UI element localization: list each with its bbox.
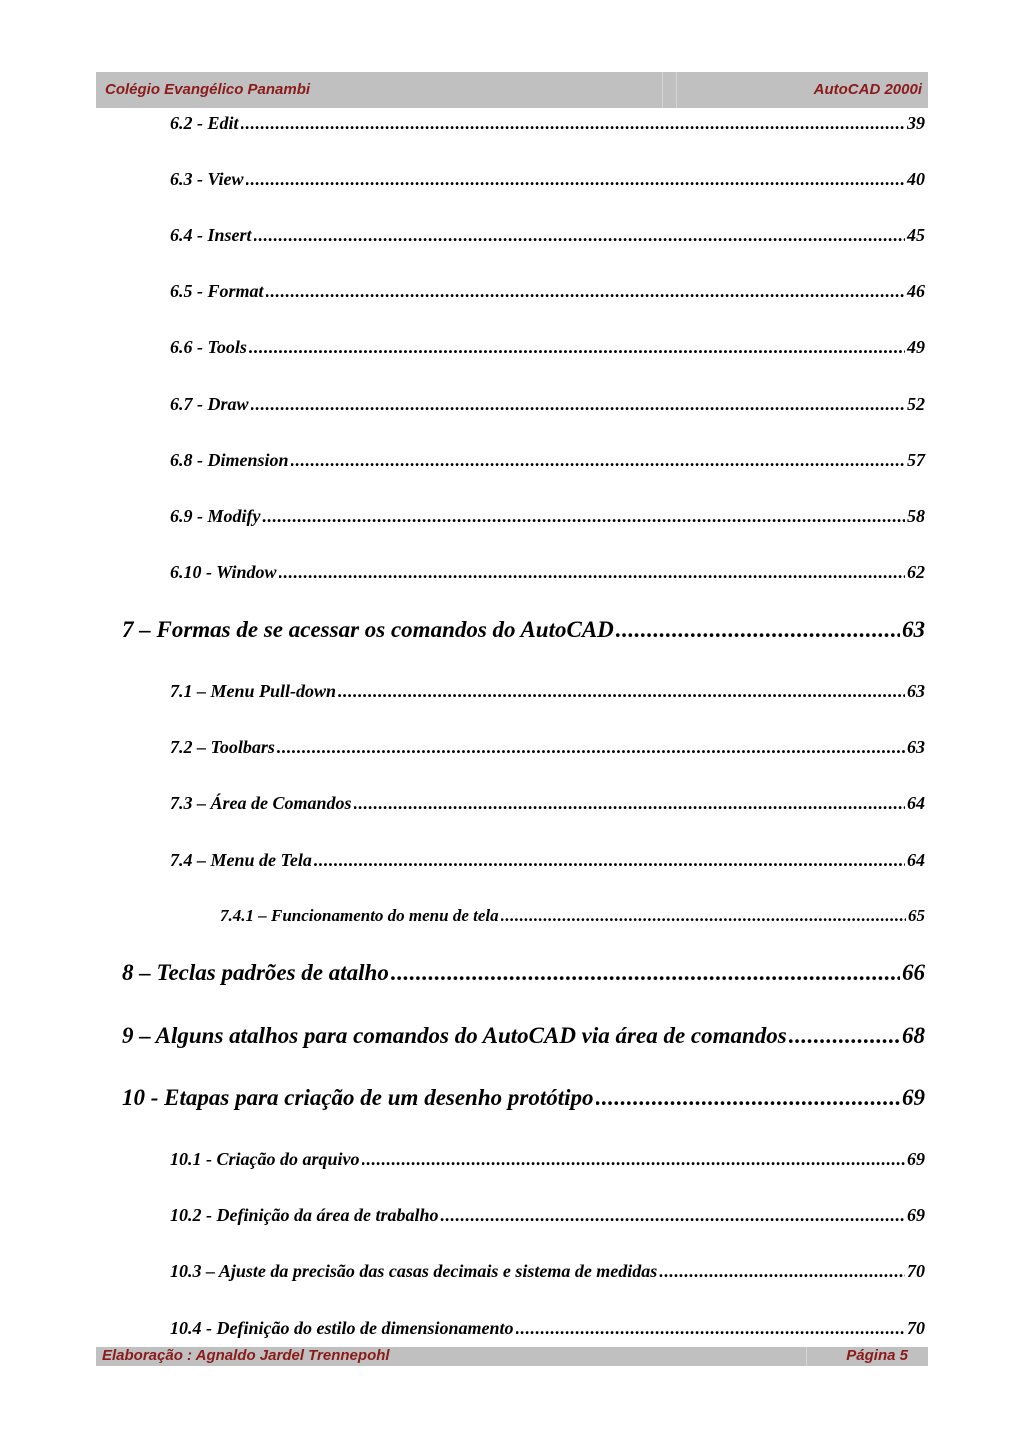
toc-dot-leader: [391, 960, 900, 986]
toc-dot-leader: [249, 337, 905, 358]
toc-entry-label: 7.2 – Toolbars: [170, 737, 275, 757]
toc-entry-label: 6.9 - Modify: [170, 506, 261, 526]
toc-dot-leader: [241, 113, 905, 134]
toc-entry-label: 7 – Formas de se acessar os comandos do AutoCAD: [122, 617, 614, 642]
toc-chapter-entry[interactable]: [122, 1085, 925, 1111]
toc-entry-label: 6.10 - Window: [170, 562, 277, 582]
toc-dot-leader: [362, 1149, 905, 1170]
toc-entry-page: 40: [907, 169, 925, 189]
toc-entry[interactable]: [170, 113, 925, 134]
toc-entry[interactable]: [170, 450, 925, 471]
toc-entry-page: 70: [907, 1261, 925, 1281]
toc-dot-leader: [789, 1023, 900, 1049]
toc-subsection-entry[interactable]: [220, 906, 925, 926]
toc-entry-label: 8 – Teclas padrões de atalho: [122, 960, 389, 985]
toc-entry-page: 69: [907, 1205, 925, 1225]
toc-entry-page: 58: [907, 506, 925, 526]
toc-dot-leader: [266, 281, 905, 302]
toc-entry-label: 6.6 - Tools: [170, 337, 247, 357]
toc-entry-label: 10.1 - Criação do arquivo: [170, 1149, 360, 1169]
toc-entry-page: 68: [902, 1023, 925, 1048]
toc-entry-label: 10.4 - Definição do estilo de dimensionamento: [170, 1318, 514, 1338]
toc-dot-leader: [596, 1085, 900, 1111]
toc-entry[interactable]: [170, 506, 925, 527]
toc-entry-page: 46: [907, 281, 925, 301]
toc-dot-leader: [516, 1318, 906, 1339]
toc-entry-page: 52: [907, 394, 925, 414]
toc-entry-page: 69: [902, 1085, 925, 1110]
toc-chapter-entry[interactable]: [122, 960, 925, 986]
toc-entry[interactable]: [170, 737, 925, 758]
footer-page-number: Página 5: [846, 1347, 908, 1364]
toc-entry-label: 6.5 - Format: [170, 281, 264, 301]
toc-dot-leader: [616, 617, 900, 643]
toc-entry[interactable]: [170, 1205, 925, 1226]
toc-entry[interactable]: [170, 562, 925, 583]
toc-entry[interactable]: [170, 394, 925, 415]
toc-entry-page: 39: [907, 113, 925, 133]
toc-entry-label: 7.3 – Área de Comandos: [170, 793, 352, 813]
toc-dot-leader: [440, 1205, 905, 1226]
toc-entry-page: 63: [907, 737, 925, 757]
toc-entry-page: 69: [907, 1149, 925, 1169]
footer-author: Elaboração : Agnaldo Jardel Trennepohl: [102, 1347, 390, 1364]
toc-entry[interactable]: [170, 681, 925, 702]
toc-entry-page: 70: [907, 1318, 925, 1338]
toc-dot-leader: [291, 450, 905, 471]
toc-entry[interactable]: [170, 225, 925, 246]
toc-entry-label: 10.3 – Ajuste da precisão das casas decimais e sistema de medidas: [170, 1261, 658, 1281]
toc-entry[interactable]: [170, 1261, 925, 1282]
toc-dot-leader: [354, 793, 905, 814]
toc-entry-label: 10.2 - Definição da área de trabalho: [170, 1205, 439, 1225]
toc-dot-leader: [254, 225, 905, 246]
toc-entry[interactable]: [170, 850, 925, 871]
toc-entry-page: 62: [907, 562, 925, 582]
toc-entry-page: 63: [902, 617, 925, 642]
toc-entry-page: 65: [908, 906, 925, 925]
toc-entry-label: 6.2 - Edit: [170, 113, 239, 133]
toc-chapter-entry[interactable]: [122, 1023, 925, 1049]
toc-entry[interactable]: [170, 793, 925, 814]
toc-entry-page: 64: [907, 793, 925, 813]
toc-entry-page: 64: [907, 850, 925, 870]
toc-dot-leader: [251, 394, 905, 415]
toc-entry[interactable]: [170, 281, 925, 302]
toc-chapter-entry[interactable]: [122, 617, 925, 643]
toc-entry-label: 7.1 – Menu Pull-down: [170, 681, 337, 701]
toc-entry-label: 6.7 - Draw: [170, 394, 249, 414]
toc-entry-page: 66: [902, 960, 925, 985]
toc-entry-label: 7.4.1 – Funcionamento do menu de tela: [220, 906, 499, 925]
toc-dot-leader: [314, 850, 905, 871]
footer-divider: [806, 1347, 807, 1366]
toc-entry[interactable]: [170, 1149, 925, 1170]
toc-dot-leader: [659, 1261, 905, 1282]
toc-dot-leader: [501, 906, 906, 926]
toc-dot-leader: [262, 506, 905, 527]
toc-entry-label: 7.4 – Menu de Tela: [170, 850, 312, 870]
header-school-name: Colégio Evangélico Panambi: [105, 81, 311, 98]
toc-entry[interactable]: [170, 1318, 925, 1339]
toc-entry-label: 6.3 - View: [170, 169, 244, 189]
toc-entry-label: 6.8 - Dimension: [170, 450, 289, 470]
toc-dot-leader: [279, 562, 905, 583]
toc-entry-page: 45: [907, 225, 925, 245]
toc-dot-leader: [338, 681, 905, 702]
toc-entry-label: 9 – Alguns atalhos para comandos do AutoCAD via área de comandos: [122, 1023, 787, 1048]
toc-dot-leader: [277, 737, 905, 758]
toc-entry[interactable]: [170, 337, 925, 358]
toc-entry-page: 63: [907, 681, 925, 701]
header-document-title: AutoCAD 2000i: [813, 81, 922, 98]
toc-entry-label: 6.4 - Insert: [170, 225, 252, 245]
toc-entry-label: 10 - Etapas para criação de um desenho protótipo: [122, 1085, 594, 1110]
toc-entry-page: 49: [907, 337, 925, 357]
toc-dot-leader: [246, 169, 905, 190]
page-footer: [96, 1347, 928, 1366]
toc-entry-page: 57: [907, 450, 925, 470]
toc-entry[interactable]: [170, 169, 925, 190]
